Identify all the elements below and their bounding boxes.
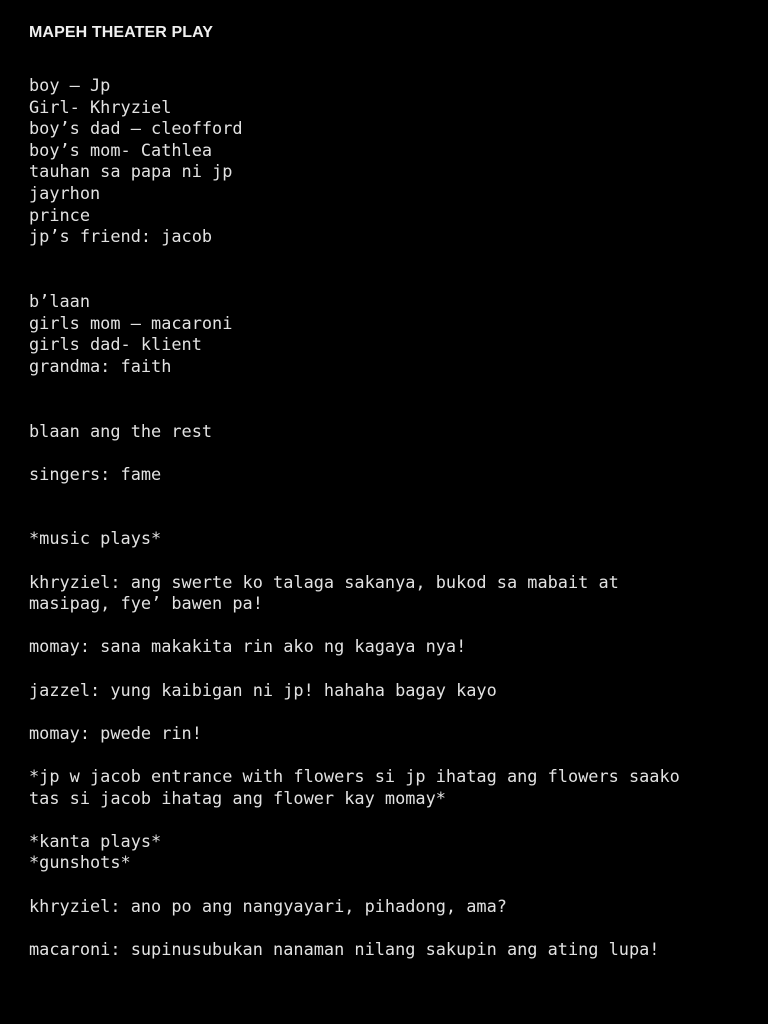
blank-line	[29, 809, 749, 831]
blank-line	[29, 874, 749, 896]
note-line: boy’s dad – cleofford	[29, 118, 243, 139]
blank-line	[29, 550, 749, 572]
note-line: boy’s mom- Cathlea	[29, 139, 213, 160]
note-line: *music plays*	[29, 528, 162, 549]
note-line: blaan ang the rest	[29, 420, 213, 441]
blank-line	[29, 917, 749, 939]
note-line: macaroni: supinusubukan nanaman nilang sakupin ang ating lupa!	[29, 938, 660, 959]
blank-line	[29, 507, 749, 529]
blank-line	[29, 615, 749, 637]
note-line: *kanta plays*	[29, 830, 162, 851]
blank-line	[29, 485, 749, 507]
note-line: prince	[29, 204, 91, 225]
note-line: girls mom – macaroni	[29, 312, 233, 333]
note-line: masipag, fye’ bawen pa!	[29, 593, 263, 614]
blank-line	[29, 442, 749, 464]
blank-line	[29, 248, 749, 270]
note-line: Girl- Khryziel	[29, 96, 172, 117]
note-line: tauhan sa papa ni jp	[29, 161, 233, 182]
note-line: khryziel: ang swerte ko talaga sakanya, bukod sa mabait at	[29, 571, 619, 592]
blank-line	[29, 744, 749, 766]
note-line: momay: pwede rin!	[29, 722, 202, 743]
note-line: *jp w jacob entrance with flowers si jp ihatag ang flowers saako	[29, 766, 680, 786]
note-line: jazzel: yung kaibigan ni jp! hahaha bagay kayo	[29, 679, 497, 700]
note-title: MAPEH THEATER PLAY	[29, 24, 214, 41]
blank-line	[29, 399, 749, 421]
note-line: tas si jacob ihatag ang flower kay momay*	[29, 787, 446, 808]
note-line: singers: fame	[29, 463, 162, 484]
note-line: jayrhon	[29, 182, 101, 203]
note-line: khryziel: ano po ang nangyayari, pihadong, ama?	[29, 895, 507, 916]
note-body[interactable]	[29, 75, 749, 960]
note-line: *gunshots*	[29, 852, 131, 873]
blank-line	[29, 269, 749, 291]
note-line: momay: sana makakita rin ako ng kagaya nya!	[29, 636, 467, 657]
blank-line	[29, 658, 749, 680]
note-line: grandma: faith	[29, 355, 172, 376]
note-line: boy – Jp	[29, 75, 111, 95]
note-line: girls dad- klient	[29, 334, 202, 355]
blank-line	[29, 701, 749, 723]
note-line: b’laan	[29, 290, 91, 311]
note-line: jp’s friend: jacob	[29, 226, 213, 247]
blank-line	[29, 377, 749, 399]
